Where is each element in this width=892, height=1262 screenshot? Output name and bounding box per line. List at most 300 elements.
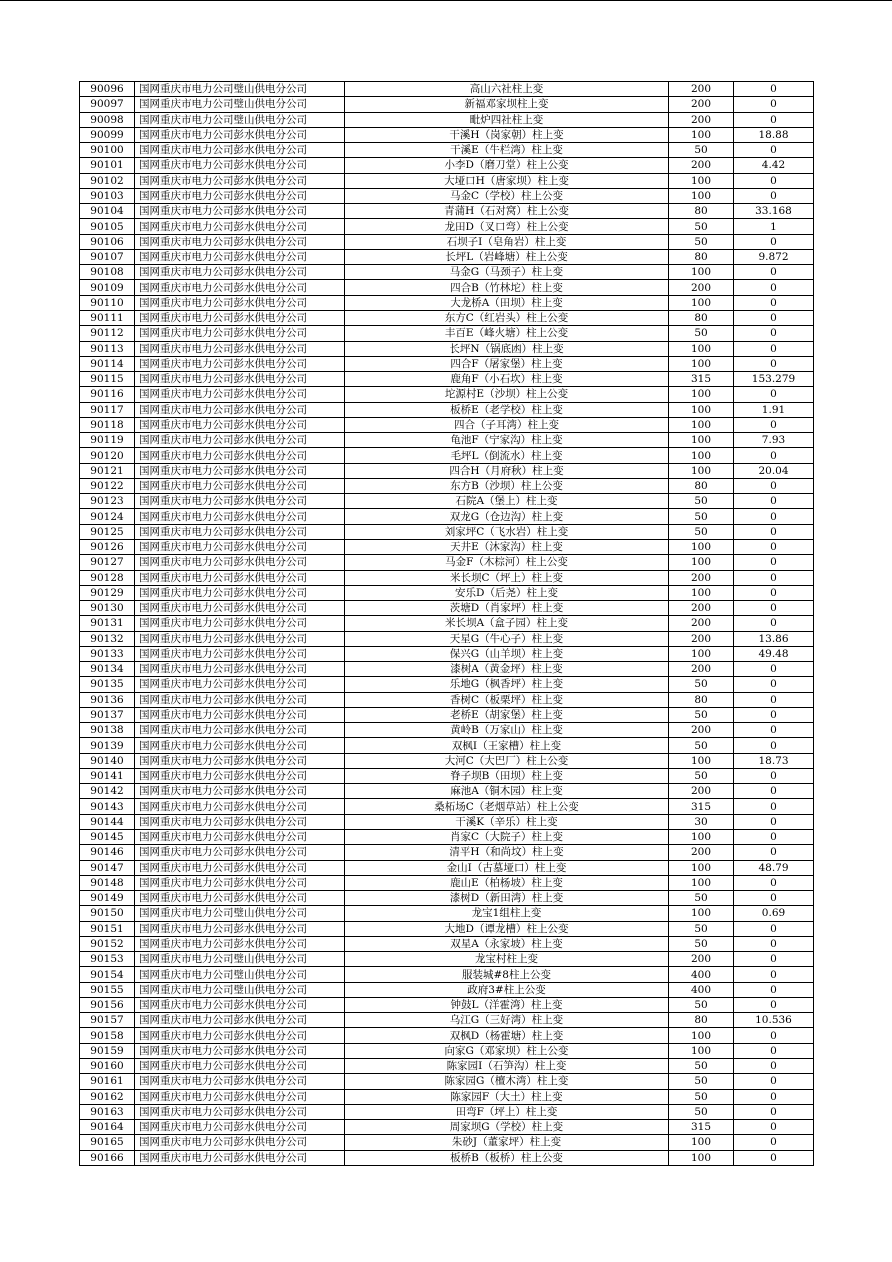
value-cell: 0	[734, 799, 814, 814]
row-id-cell: 90109	[80, 280, 135, 295]
table-row	[80, 1120, 814, 1135]
value-cell: 0	[734, 82, 814, 97]
table-row	[80, 891, 814, 906]
company-cell: 国网重庆市电力公司彭水供电分公司	[135, 784, 345, 799]
row-id-cell: 90135	[80, 677, 135, 692]
row-id-cell: 90161	[80, 1074, 135, 1089]
value-cell: 0	[734, 997, 814, 1012]
company-cell: 国网重庆市电力公司彭水供电分公司	[135, 646, 345, 661]
row-id-cell: 90104	[80, 204, 135, 219]
row-id-cell: 90136	[80, 692, 135, 707]
transformer-name-cell: 刘家坪C（飞水岩）柱上变	[345, 524, 669, 539]
value-cell: 0	[734, 295, 814, 310]
company-cell: 国网重庆市电力公司彭水供电分公司	[135, 127, 345, 142]
transformer-name-cell: 高山六社柱上变	[345, 82, 669, 97]
capacity-cell: 315	[669, 372, 734, 387]
row-id-cell: 90154	[80, 967, 135, 982]
company-cell: 国网重庆市电力公司彭水供电分公司	[135, 158, 345, 173]
value-cell: 0	[734, 448, 814, 463]
capacity-cell: 80	[669, 249, 734, 264]
value-cell: 0	[734, 387, 814, 402]
company-cell: 国网重庆市电力公司彭水供电分公司	[135, 1104, 345, 1119]
table-row	[80, 234, 814, 249]
row-id-cell: 90153	[80, 952, 135, 967]
table-row	[80, 448, 814, 463]
company-cell: 国网重庆市电力公司彭水供电分公司	[135, 662, 345, 677]
capacity-cell: 100	[669, 173, 734, 188]
value-cell: 0	[734, 341, 814, 356]
table-row	[80, 692, 814, 707]
row-id-cell: 90139	[80, 738, 135, 753]
transformer-name-cell: 米长坝C（坪上）柱上变	[345, 570, 669, 585]
value-cell: 0	[734, 692, 814, 707]
capacity-cell: 50	[669, 326, 734, 341]
capacity-cell: 100	[669, 265, 734, 280]
transformer-name-cell: 板桥E（老学校）柱上变	[345, 402, 669, 417]
value-cell: 0	[734, 875, 814, 890]
value-cell: 0	[734, 677, 814, 692]
company-cell: 国网重庆市电力公司彭水供电分公司	[135, 997, 345, 1012]
transformer-name-cell: 长坪N（锅底凼）柱上变	[345, 341, 669, 356]
company-cell: 国网重庆市电力公司璧山供电分公司	[135, 82, 345, 97]
transformer-name-cell: 鹿山E（柏杨坡）柱上变	[345, 875, 669, 890]
table-row	[80, 387, 814, 402]
company-cell: 国网重庆市电力公司彭水供电分公司	[135, 845, 345, 860]
capacity-cell: 50	[669, 143, 734, 158]
transformer-name-cell: 龟池F（宁家沟）柱上变	[345, 433, 669, 448]
capacity-cell: 50	[669, 1089, 734, 1104]
capacity-cell: 50	[669, 524, 734, 539]
row-id-cell: 90163	[80, 1104, 135, 1119]
row-id-cell: 90120	[80, 448, 135, 463]
value-cell: 0	[734, 509, 814, 524]
value-cell: 1	[734, 219, 814, 234]
company-cell: 国网重庆市电力公司彭水供电分公司	[135, 1120, 345, 1135]
row-id-cell: 90117	[80, 402, 135, 417]
company-cell: 国网重庆市电力公司彭水供电分公司	[135, 814, 345, 829]
transformer-name-cell: 陈家园I（石笋沟）柱上变	[345, 1059, 669, 1074]
company-cell: 国网重庆市电力公司彭水供电分公司	[135, 936, 345, 951]
table-row	[80, 1104, 814, 1119]
table-row	[80, 982, 814, 997]
transformer-name-cell: 毛坪L（倒流水）柱上变	[345, 448, 669, 463]
company-cell: 国网重庆市电力公司彭水供电分公司	[135, 1074, 345, 1089]
value-cell: 0	[734, 784, 814, 799]
transformer-name-cell: 脊子坝B（田坝）柱上变	[345, 768, 669, 783]
capacity-cell: 50	[669, 997, 734, 1012]
transformer-name-cell: 双星A（永家坡）柱上变	[345, 936, 669, 951]
table-row	[80, 173, 814, 188]
company-cell: 国网重庆市电力公司彭水供电分公司	[135, 799, 345, 814]
value-cell: 0	[734, 265, 814, 280]
table-row	[80, 1150, 814, 1165]
row-id-cell: 90099	[80, 127, 135, 142]
value-cell: 0	[734, 967, 814, 982]
value-cell: 20.04	[734, 463, 814, 478]
value-cell: 9.872	[734, 249, 814, 264]
table-body	[80, 82, 814, 1166]
row-id-cell: 90113	[80, 341, 135, 356]
company-cell: 国网重庆市电力公司璧山供电分公司	[135, 97, 345, 112]
row-id-cell: 90162	[80, 1089, 135, 1104]
company-cell: 国网重庆市电力公司彭水供电分公司	[135, 463, 345, 478]
capacity-cell: 100	[669, 402, 734, 417]
row-id-cell: 90131	[80, 616, 135, 631]
row-id-cell: 90137	[80, 707, 135, 722]
value-cell: 0	[734, 1089, 814, 1104]
capacity-cell: 100	[669, 341, 734, 356]
row-id-cell: 90146	[80, 845, 135, 860]
row-id-cell: 90101	[80, 158, 135, 173]
transformer-name-cell: 干溪E（牛栏湾）柱上变	[345, 143, 669, 158]
value-cell: 4.42	[734, 158, 814, 173]
table-row	[80, 601, 814, 616]
row-id-cell: 90149	[80, 891, 135, 906]
row-id-cell: 90128	[80, 570, 135, 585]
company-cell: 国网重庆市电力公司彭水供电分公司	[135, 417, 345, 432]
table-row	[80, 265, 814, 280]
company-cell: 国网重庆市电力公司彭水供电分公司	[135, 601, 345, 616]
company-cell: 国网重庆市电力公司彭水供电分公司	[135, 692, 345, 707]
table-row	[80, 1074, 814, 1089]
company-cell: 国网重庆市电力公司彭水供电分公司	[135, 1135, 345, 1150]
row-id-cell: 90119	[80, 433, 135, 448]
capacity-cell: 50	[669, 677, 734, 692]
capacity-cell: 200	[669, 723, 734, 738]
table-row	[80, 875, 814, 890]
transformer-name-cell: 长坪L（岩峰塘）柱上公变	[345, 249, 669, 264]
transformer-name-cell: 黄岭B（万家山）柱上变	[345, 723, 669, 738]
value-cell: 0	[734, 814, 814, 829]
company-cell: 国网重庆市电力公司彭水供电分公司	[135, 143, 345, 158]
transformer-name-cell: 大地D（谭龙槽）柱上公变	[345, 921, 669, 936]
row-id-cell: 90107	[80, 249, 135, 264]
company-cell: 国网重庆市电力公司彭水供电分公司	[135, 387, 345, 402]
table-row	[80, 433, 814, 448]
capacity-cell: 50	[669, 921, 734, 936]
table-row	[80, 524, 814, 539]
value-cell: 0	[734, 570, 814, 585]
capacity-cell: 200	[669, 631, 734, 646]
capacity-cell: 100	[669, 387, 734, 402]
transformer-name-cell: 大龙桥A（田坝）柱上变	[345, 295, 669, 310]
transformer-name-cell: 田弯F（坪上）柱上变	[345, 1104, 669, 1119]
table-row	[80, 845, 814, 860]
capacity-cell: 200	[669, 112, 734, 127]
company-cell: 国网重庆市电力公司彭水供电分公司	[135, 616, 345, 631]
table-row	[80, 539, 814, 554]
transformer-name-cell: 石院A（堡上）柱上变	[345, 494, 669, 509]
company-cell: 国网重庆市电力公司彭水供电分公司	[135, 433, 345, 448]
transformer-name-cell: 大河C（大巴厂）柱上公变	[345, 753, 669, 768]
row-id-cell: 90108	[80, 265, 135, 280]
value-cell: 0	[734, 921, 814, 936]
value-cell: 0	[734, 982, 814, 997]
transformer-name-cell: 陈家园G（檀木湾）柱上变	[345, 1074, 669, 1089]
value-cell: 0	[734, 707, 814, 722]
table-row	[80, 570, 814, 585]
capacity-cell: 100	[669, 875, 734, 890]
transformer-name-cell: 马金C（学校）柱上公变	[345, 188, 669, 203]
table-row	[80, 219, 814, 234]
row-id-cell: 90156	[80, 997, 135, 1012]
capacity-cell: 50	[669, 768, 734, 783]
transformer-name-cell: 鹿角F（小石坎）柱上变	[345, 372, 669, 387]
capacity-cell: 200	[669, 952, 734, 967]
value-cell: 0	[734, 356, 814, 371]
capacity-cell: 100	[669, 1043, 734, 1058]
row-id-cell: 90142	[80, 784, 135, 799]
row-id-cell: 90133	[80, 646, 135, 661]
transformer-name-cell: 双枫D（杨霍塘）柱上变	[345, 1028, 669, 1043]
value-cell: 0	[734, 1150, 814, 1165]
value-cell: 0	[734, 1043, 814, 1058]
capacity-cell: 50	[669, 1059, 734, 1074]
transformer-name-cell: 米长坝A（盒子园）柱上变	[345, 616, 669, 631]
value-cell: 0	[734, 173, 814, 188]
company-cell: 国网重庆市电力公司彭水供电分公司	[135, 234, 345, 249]
table-row	[80, 830, 814, 845]
capacity-cell: 100	[669, 906, 734, 921]
capacity-cell: 100	[669, 127, 734, 142]
value-cell: 0	[734, 662, 814, 677]
row-id-cell: 90110	[80, 295, 135, 310]
value-cell: 0	[734, 524, 814, 539]
company-cell: 国网重庆市电力公司彭水供电分公司	[135, 280, 345, 295]
company-cell: 国网重庆市电力公司彭水供电分公司	[135, 570, 345, 585]
row-id-cell: 90144	[80, 814, 135, 829]
value-cell: 13.86	[734, 631, 814, 646]
table-row	[80, 616, 814, 631]
table-row	[80, 310, 814, 325]
company-cell: 国网重庆市电力公司彭水供电分公司	[135, 677, 345, 692]
value-cell: 0	[734, 112, 814, 127]
company-cell: 国网重庆市电力公司彭水供电分公司	[135, 478, 345, 493]
row-id-cell: 90125	[80, 524, 135, 539]
capacity-cell: 200	[669, 616, 734, 631]
transformer-name-cell: 马金F（木棕河）柱上公变	[345, 555, 669, 570]
row-id-cell: 90134	[80, 662, 135, 677]
row-id-cell: 90147	[80, 860, 135, 875]
table-row	[80, 1059, 814, 1074]
table-row	[80, 127, 814, 142]
value-cell: 0	[734, 97, 814, 112]
capacity-cell: 100	[669, 539, 734, 554]
transformer-name-cell: 肖家C（大院子）柱上变	[345, 830, 669, 845]
transformer-name-cell: 马金G（马颈子）柱上变	[345, 265, 669, 280]
capacity-cell: 100	[669, 646, 734, 661]
transformer-name-cell: 天井E（沐家沟）柱上变	[345, 539, 669, 554]
table-row	[80, 1043, 814, 1058]
row-id-cell: 90116	[80, 387, 135, 402]
value-cell: 0	[734, 1059, 814, 1074]
table-row	[80, 356, 814, 371]
transformer-name-cell: 干溪H（岗家朝）柱上变	[345, 127, 669, 142]
transformer-name-cell: 四合B（竹林坨）柱上变	[345, 280, 669, 295]
transformer-name-cell: 安乐D（后尧）柱上变	[345, 585, 669, 600]
capacity-cell: 50	[669, 891, 734, 906]
capacity-cell: 50	[669, 219, 734, 234]
transformer-name-cell: 毗炉四社柱上变	[345, 112, 669, 127]
value-cell: 48.79	[734, 860, 814, 875]
value-cell: 0	[734, 1120, 814, 1135]
value-cell: 0	[734, 539, 814, 554]
row-id-cell: 90164	[80, 1120, 135, 1135]
table-row	[80, 814, 814, 829]
row-id-cell: 90151	[80, 921, 135, 936]
company-cell: 国网重庆市电力公司彭水供电分公司	[135, 402, 345, 417]
row-id-cell: 90160	[80, 1059, 135, 1074]
row-id-cell: 90145	[80, 830, 135, 845]
company-cell: 国网重庆市电力公司彭水供电分公司	[135, 555, 345, 570]
company-cell: 国网重庆市电力公司彭水供电分公司	[135, 219, 345, 234]
company-cell: 国网重庆市电力公司彭水供电分公司	[135, 707, 345, 722]
value-cell: 0	[734, 1135, 814, 1150]
value-cell: 0	[734, 768, 814, 783]
table-row	[80, 417, 814, 432]
table-row	[80, 295, 814, 310]
value-cell: 0	[734, 1104, 814, 1119]
capacity-cell: 50	[669, 936, 734, 951]
row-id-cell: 90112	[80, 326, 135, 341]
capacity-cell: 200	[669, 280, 734, 295]
value-cell: 0	[734, 585, 814, 600]
table-row	[80, 738, 814, 753]
row-id-cell: 90150	[80, 906, 135, 921]
table-row	[80, 463, 814, 478]
capacity-cell: 200	[669, 784, 734, 799]
capacity-cell: 200	[669, 570, 734, 585]
company-cell: 国网重庆市电力公司彭水供电分公司	[135, 494, 345, 509]
table-row	[80, 936, 814, 951]
value-cell: 0	[734, 143, 814, 158]
company-cell: 国网重庆市电力公司彭水供电分公司	[135, 341, 345, 356]
capacity-cell: 100	[669, 463, 734, 478]
transformer-name-cell: 老桥E（胡家堡）柱上变	[345, 707, 669, 722]
transformer-name-cell: 服装城#8柱上公变	[345, 967, 669, 982]
table-row	[80, 906, 814, 921]
company-cell: 国网重庆市电力公司彭水供电分公司	[135, 326, 345, 341]
transformer-name-cell: 小李D（磨刀堂）柱上公变	[345, 158, 669, 173]
capacity-cell: 100	[669, 585, 734, 600]
capacity-cell: 50	[669, 494, 734, 509]
row-id-cell: 90103	[80, 188, 135, 203]
capacity-cell: 50	[669, 707, 734, 722]
capacity-cell: 100	[669, 448, 734, 463]
row-id-cell: 90159	[80, 1043, 135, 1058]
transformer-name-cell: 龙宝村柱上变	[345, 952, 669, 967]
row-id-cell: 90143	[80, 799, 135, 814]
table-row	[80, 188, 814, 203]
value-cell: 0	[734, 830, 814, 845]
transformer-name-cell: 龙宝1组柱上变	[345, 906, 669, 921]
company-cell: 国网重庆市电力公司彭水供电分公司	[135, 753, 345, 768]
transformer-name-cell: 茨塘D（肖家坪）柱上变	[345, 601, 669, 616]
company-cell: 国网重庆市电力公司彭水供电分公司	[135, 173, 345, 188]
table-row	[80, 326, 814, 341]
value-cell: 0	[734, 234, 814, 249]
value-cell: 0	[734, 310, 814, 325]
capacity-cell: 100	[669, 830, 734, 845]
value-cell: 0	[734, 478, 814, 493]
table-row	[80, 82, 814, 97]
row-id-cell: 90111	[80, 310, 135, 325]
table-row	[80, 707, 814, 722]
company-cell: 国网重庆市电力公司彭水供电分公司	[135, 875, 345, 890]
transformer-name-cell: 青蒲H（石对窝）柱上公变	[345, 204, 669, 219]
value-cell: 0	[734, 326, 814, 341]
company-cell: 国网重庆市电力公司彭水供电分公司	[135, 830, 345, 845]
transformer-name-cell: 朱砂J（董家坪）柱上变	[345, 1135, 669, 1150]
transformer-name-cell: 陈家园F（大土）柱上变	[345, 1089, 669, 1104]
value-cell: 1.91	[734, 402, 814, 417]
row-id-cell: 90105	[80, 219, 135, 234]
capacity-cell: 100	[669, 1150, 734, 1165]
row-id-cell: 90165	[80, 1135, 135, 1150]
company-cell: 国网重庆市电力公司彭水供电分公司	[135, 265, 345, 280]
row-id-cell: 90140	[80, 753, 135, 768]
transformer-name-cell: 保兴G（山羊坝）柱上变	[345, 646, 669, 661]
table-row	[80, 585, 814, 600]
company-cell: 国网重庆市电力公司彭水供电分公司	[135, 768, 345, 783]
table-row	[80, 952, 814, 967]
table-row	[80, 143, 814, 158]
table-row	[80, 753, 814, 768]
row-id-cell: 90124	[80, 509, 135, 524]
transformer-name-cell: 石坝子I（皂角岩）柱上变	[345, 234, 669, 249]
table-row	[80, 997, 814, 1012]
capacity-cell: 100	[669, 860, 734, 875]
transformer-name-cell: 四合（子耳湾）柱上变	[345, 417, 669, 432]
company-cell: 国网重庆市电力公司璧山供电分公司	[135, 952, 345, 967]
transformer-name-cell: 政府3#柱上公变	[345, 982, 669, 997]
value-cell: 0	[734, 417, 814, 432]
company-cell: 国网重庆市电力公司彭水供电分公司	[135, 372, 345, 387]
table-row	[80, 1013, 814, 1028]
row-id-cell: 90114	[80, 356, 135, 371]
capacity-cell: 200	[669, 158, 734, 173]
value-cell: 0	[734, 1028, 814, 1043]
row-id-cell: 90132	[80, 631, 135, 646]
value-cell: 10.536	[734, 1013, 814, 1028]
transformer-name-cell: 东方B（沙坝）柱上公变	[345, 478, 669, 493]
transformer-name-cell: 钟鼓L（洋霍湾）柱上变	[345, 997, 669, 1012]
capacity-cell: 80	[669, 1013, 734, 1028]
transformer-name-cell: 双龙G（仓边沟）柱上变	[345, 509, 669, 524]
value-cell: 0	[734, 601, 814, 616]
company-cell: 国网重庆市电力公司彭水供电分公司	[135, 295, 345, 310]
value-cell: 18.88	[734, 127, 814, 142]
table-row	[80, 204, 814, 219]
company-cell: 国网重庆市电力公司彭水供电分公司	[135, 723, 345, 738]
transformer-name-cell: 周家坝G（学校）柱上变	[345, 1120, 669, 1135]
row-id-cell: 90126	[80, 539, 135, 554]
company-cell: 国网重庆市电力公司彭水供电分公司	[135, 921, 345, 936]
capacity-cell: 50	[669, 1074, 734, 1089]
table-row	[80, 723, 814, 738]
capacity-cell: 30	[669, 814, 734, 829]
capacity-cell: 50	[669, 1104, 734, 1119]
page-top-rule	[0, 0, 892, 1]
value-cell: 0.69	[734, 906, 814, 921]
company-cell: 国网重庆市电力公司璧山供电分公司	[135, 906, 345, 921]
table-row	[80, 967, 814, 982]
table-row	[80, 97, 814, 112]
company-cell: 国网重庆市电力公司彭水供电分公司	[135, 310, 345, 325]
transformer-name-cell: 清平H（和尚坟）柱上变	[345, 845, 669, 860]
capacity-cell: 315	[669, 1120, 734, 1135]
transformer-name-cell: 双枫I（王家槽）柱上变	[345, 738, 669, 753]
